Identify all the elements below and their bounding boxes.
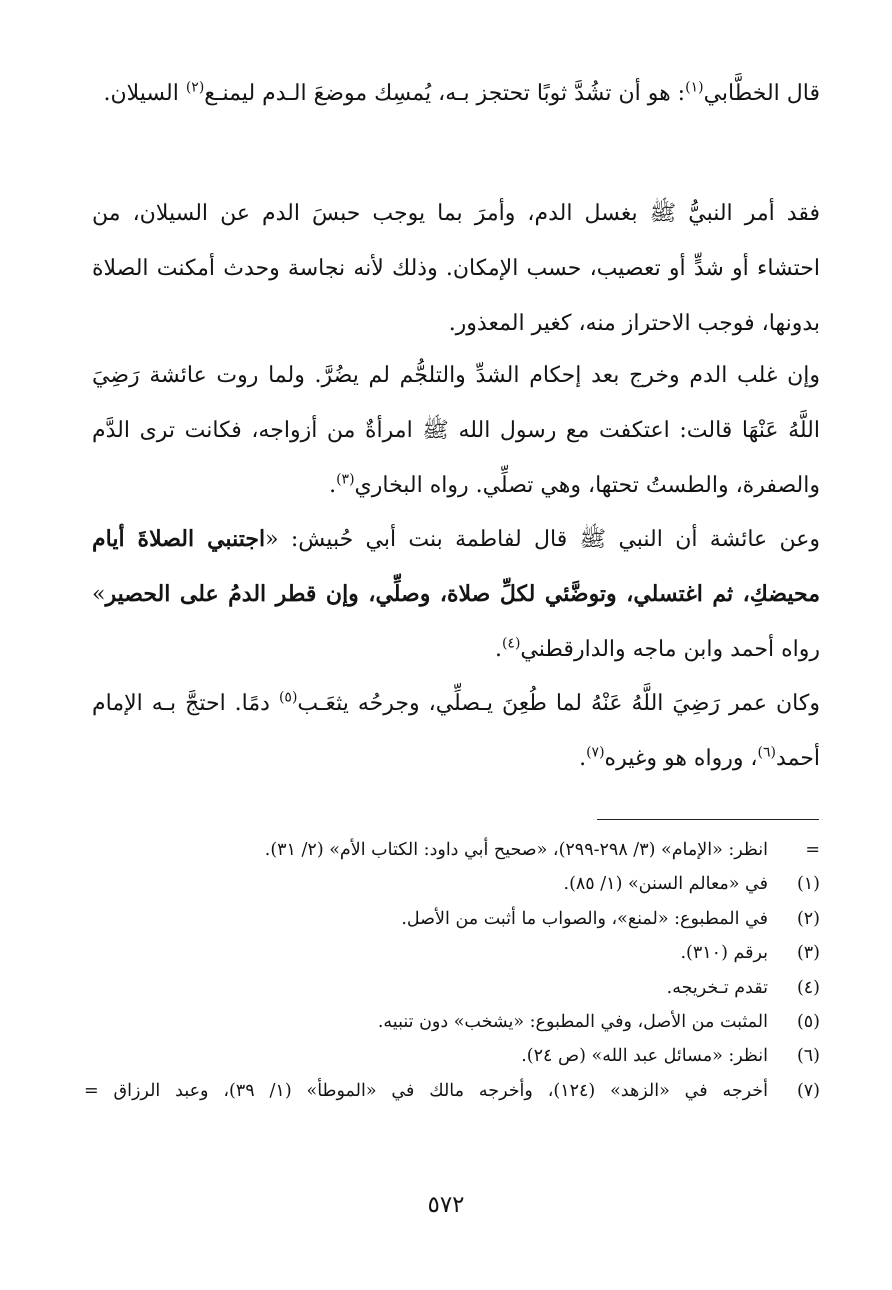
footnote-number: (٧) [796, 1080, 820, 1101]
text-run: وإن غلب الدم وخرج بعد إحكام الشدِّ والتلجُّم لم يضُرَّ. ولما روت عائشة رَضِيَ اللَّهُ عَنْهَا قالت: اعتكفت مع رسول الله ﷺ امرأةٌ من أزواجه، فكانت ترى الدَّم والصفرة، والطستُ تحتها، وهي تصلِّي. رواه البخاري [92, 363, 820, 498]
footnote-2 [84, 902, 820, 936]
page-number: ٥٧٢ [427, 1192, 465, 1218]
footnote-ref-1[interactable]: (١) [685, 79, 704, 96]
footnote-text: في «معالم السنن» (١/ ٨٥). [563, 874, 768, 895]
footnote-text: المثبت من الأصل، وفي المطبوع: «يشخب» دون تنبيه. [377, 1012, 768, 1033]
footnote-6 [84, 1039, 820, 1073]
footnote-number: (١) [796, 874, 820, 895]
footnote-text: أخرجه في «الزهد» (١٢٤)، وأخرجه مالك في «الموطأ» (١/ ٣٩)، وعبد الرزاق = [84, 1080, 768, 1101]
footnotes [84, 833, 820, 1108]
text-run: السيلان. [103, 81, 186, 106]
text-run: وعن عائشة أن النبي ﷺ قال لفاطمة بنت أبي حُبيش: « [265, 527, 820, 552]
footnote-ref-6[interactable]: (٦) [757, 744, 777, 761]
footnote-text: في المطبوع: «لمنع»، والصواب ما أثبت من الأصل. [401, 908, 768, 929]
footnote-text: انظر: «الإمام» (٣/ ٢٩٨-٢٩٩)، «صحيح أبي داود: الكتاب الأم» (٢/ ٣١). [264, 840, 768, 860]
footnote-number: (٥) [796, 1012, 820, 1033]
footnote-text: برقم (٣١٠). [680, 943, 768, 964]
footnote-marker: = [805, 840, 820, 860]
hadith-quote: اجتنبي الصلاةَ أيام محيضكِ، ثم اغتسلي، وتوضَّئي لكلِّ صلاة، وصلِّي، وإن قطر الدمُ على الحصير [92, 526, 820, 607]
footnote-ref-5[interactable]: (٥) [278, 689, 298, 706]
footnote-4 [84, 971, 820, 1005]
text-run: . [579, 746, 587, 771]
footnote-text: انظر: «مسائل عبد الله» (ص ٢٤). [521, 1046, 768, 1067]
footnote-7 [84, 1074, 820, 1108]
paragraph-1 [92, 66, 820, 121]
footnote-number: (٤) [796, 977, 820, 998]
footnote-3 [84, 936, 820, 970]
text-run: ، ورواه هو وغيره [604, 746, 758, 771]
text-run: . [329, 473, 337, 498]
footnote-number: (٢) [796, 908, 820, 929]
text-run: قال الخطَّابي [703, 81, 820, 106]
paragraph-3 [92, 348, 820, 513]
text-run: وكان عمر رَضِيَ اللَّهُ عَنْهُ لما طُعِنَ يـصلِّي، وجرحُه يثعَـب [297, 691, 820, 716]
paragraph-2 [92, 186, 820, 351]
paragraph-5 [92, 676, 820, 786]
text-run: دمًا. احتجَّ بـه الإمام أحمد [92, 691, 820, 771]
footnote-number: (٣) [796, 943, 820, 964]
footnote-ref-4[interactable]: (٤) [501, 635, 521, 652]
text-run: » رواه أحمد وابن ماجه والدارقطني [92, 582, 820, 662]
footnote-text: تقدم تـخريجه. [666, 977, 768, 998]
text-run: . [494, 637, 502, 662]
footnote-divider [597, 819, 819, 820]
footnote-number: (٦) [796, 1046, 820, 1067]
footnote-ref-2[interactable]: (٢) [185, 79, 205, 96]
text-run: : هو أن تشُدَّ ثوبًا تحتجز بـه، يُمسِك موضعَ الـدم ليمنـع [204, 81, 686, 106]
footnote-1 [84, 867, 820, 901]
footnote-5 [84, 1005, 820, 1039]
footnote-ref-3[interactable]: (٣) [336, 471, 355, 488]
text-run: فقد أمر النبيُّ ﷺ بغسل الدم، وأمرَ بما يوجب حبسَ الدم عن السيلان، من احتشاء أو شدٍّ أو تعصيب، حسب الإمكان. وذلك لأنه نجاسة وحدث أمكنت الصلاة بدونها، فوجب الاحتراز منه، كغير المعذور. [92, 201, 820, 336]
paragraph-4 [92, 512, 820, 677]
footnote-ref-7[interactable]: (٧) [586, 744, 605, 761]
footnote-continued [84, 833, 820, 867]
